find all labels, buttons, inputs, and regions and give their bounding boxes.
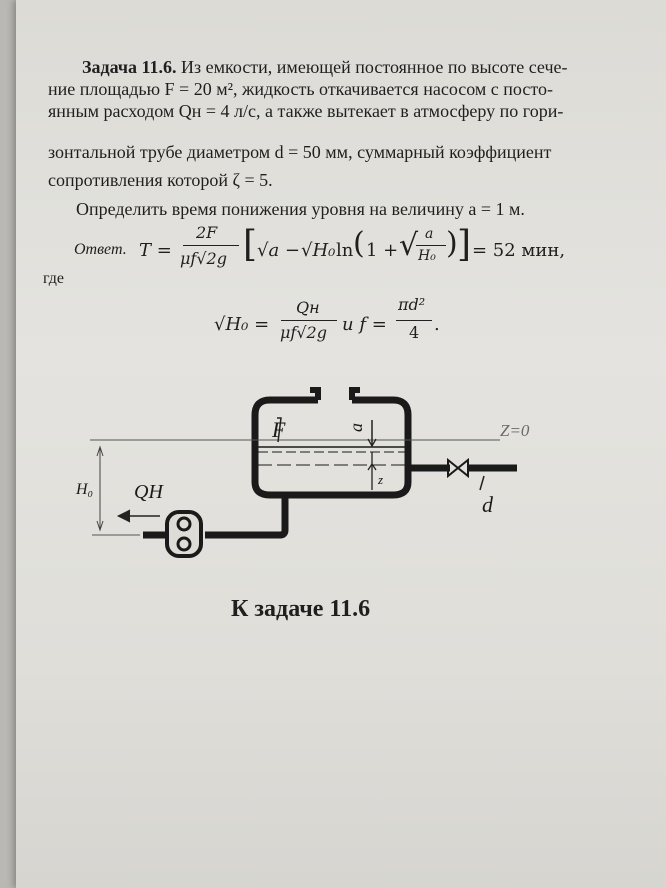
formula2-numerator2: πd² bbox=[398, 295, 426, 314]
open-bracket: [ bbox=[243, 224, 258, 265]
label-QH: QH bbox=[134, 481, 163, 503]
open-paren: ( bbox=[353, 226, 365, 261]
sqrt-sign: √ bbox=[399, 228, 419, 263]
label-H0: H₀ bbox=[76, 481, 94, 498]
label-z0: Z=0 bbox=[500, 421, 530, 440]
close-bracket: ] bbox=[457, 224, 472, 265]
where-word: где bbox=[43, 270, 65, 287]
figure-caption: К задаче 11.6 bbox=[231, 596, 371, 622]
answer-frac-a: a bbox=[425, 226, 434, 242]
formula2-end: . bbox=[434, 314, 440, 335]
answer-result: = 52 мин, bbox=[472, 240, 566, 261]
answer-denominator: μf√2g bbox=[180, 249, 227, 268]
problem-line-5: сопротивления которой ζ = 5. bbox=[48, 170, 273, 190]
label-a: a bbox=[346, 423, 366, 432]
flow-arrow-head bbox=[118, 510, 130, 522]
answer-numerator: 2F bbox=[196, 223, 218, 242]
answer-lhs: T = bbox=[139, 240, 172, 261]
problem-title: Задача 11.6. bbox=[82, 57, 177, 77]
answer-ln: ln bbox=[336, 240, 354, 261]
formula2-and: и f = bbox=[342, 314, 387, 335]
problem-text-1: Из емкости, имеющей постоянное по высоте сече- bbox=[181, 57, 568, 77]
d-leader bbox=[480, 476, 484, 490]
formula2-lhs: √H₀ = bbox=[214, 314, 270, 335]
label-d: d bbox=[482, 492, 493, 517]
problem-question: Определить время понижения уровня на величину a = 1 м. bbox=[76, 199, 525, 219]
suction-pipe bbox=[205, 495, 285, 535]
answer-frac-h0: H₀ bbox=[418, 248, 436, 264]
answer-sqrt-a: √a − bbox=[257, 240, 301, 261]
label-F: F bbox=[272, 417, 286, 442]
valve-icon bbox=[448, 460, 468, 476]
formula2-denominator: μf√2g bbox=[280, 323, 327, 342]
formula2-numerator: Qн bbox=[296, 298, 320, 317]
answer-sqrt-h0: √H₀ bbox=[301, 240, 336, 261]
answer-label: Ответ. bbox=[74, 241, 127, 258]
formula2-denominator2: 4 bbox=[409, 323, 420, 342]
problem-line-2: ние площадью F = 20 м², жидкость откачивается насосом с посто- bbox=[48, 79, 553, 99]
label-z: z bbox=[378, 472, 384, 487]
answer-one-plus: 1 + bbox=[366, 240, 399, 261]
problem-line-4: зонтальной трубе диаметром d = 50 мм, суммарный коэффициент bbox=[48, 142, 552, 162]
problem-line-3: янным расходом Qн = 4 л/с, а также вытекает в атмосферу по гори- bbox=[48, 101, 564, 121]
close-paren: ) bbox=[446, 226, 458, 261]
